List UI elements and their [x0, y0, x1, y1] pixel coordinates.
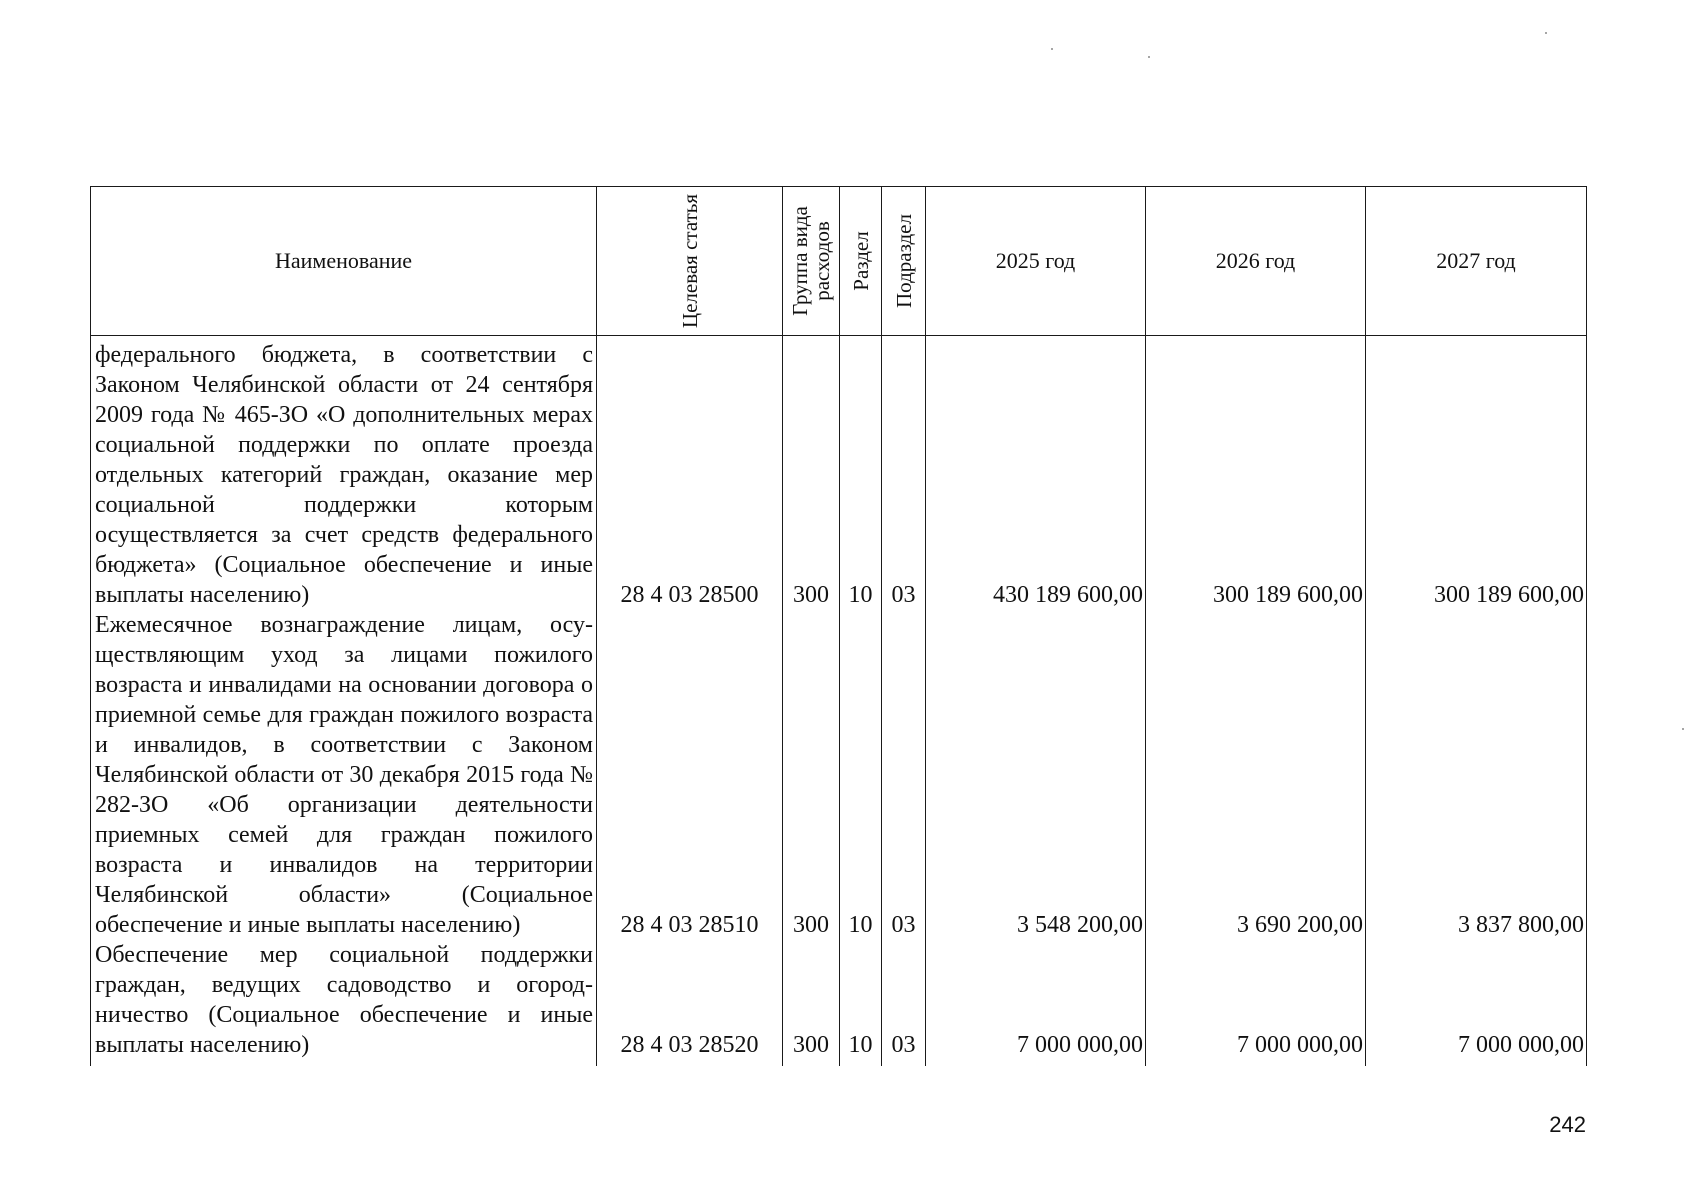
- header-section: [840, 187, 882, 336]
- table-header: [91, 187, 1587, 336]
- header-expense-group: [783, 187, 840, 336]
- row-year-2027: 7 000 000,00: [1366, 940, 1587, 1066]
- scan-speck: [1545, 32, 1547, 34]
- row-name: Обеспечение мер социальной поддержки граждан, ведущих садоводство и огородничество (Социальное обеспечение и иные выплаты населению): [91, 940, 597, 1066]
- row-expense-group: 300: [783, 610, 840, 940]
- scan-speck: [1148, 56, 1150, 58]
- table-row: [91, 610, 1587, 940]
- row-section: 10: [840, 610, 882, 940]
- row-section: 10: [840, 940, 882, 1066]
- row-name: Ежемесячное вознаграждение лицам, осуществляющим уход за лицами пожилого возраста и инвалидами на основании договора о приемной семье для граждан пожилого возраста и инвалидов, в соответствии с Законом Челябинской области от 30 декабря 2015 года № 282-ЗО «Об организации деятельности приемных семей для граждан пожилого возраста и инвалидов на территории Челябинской области» (Социальное обеспечение и иные выплаты населению): [91, 610, 597, 940]
- header-name: Наименование: [91, 187, 597, 336]
- row-target-article: 28 4 03 28500: [597, 336, 783, 611]
- budget-table: [90, 186, 1587, 1066]
- header-subsection: [882, 187, 926, 336]
- row-expense-group: 300: [783, 940, 840, 1066]
- header-year-2025: 2025 год: [926, 187, 1146, 336]
- table-body: [91, 336, 1587, 1067]
- row-year-2026: 3 690 200,00: [1146, 610, 1366, 940]
- row-subsection: 03: [882, 336, 926, 611]
- row-year-2027: 300 189 600,00: [1366, 336, 1587, 611]
- scan-speck: [1051, 48, 1053, 50]
- header-target-article: [597, 187, 783, 336]
- row-year-2026: 7 000 000,00: [1146, 940, 1366, 1066]
- row-expense-group: 300: [783, 336, 840, 611]
- page-number: 242: [1549, 1112, 1586, 1137]
- header-year-2027: 2027 год: [1366, 187, 1587, 336]
- row-subsection: 03: [882, 940, 926, 1066]
- header-subsection-label: Подраздел: [891, 214, 916, 308]
- table-row: [91, 940, 1587, 1066]
- header-expense-group-label: Группа вида расходов: [788, 206, 834, 316]
- row-section: 10: [840, 336, 882, 611]
- row-year-2025: 430 189 600,00: [926, 336, 1146, 611]
- scan-speck: [1682, 728, 1684, 730]
- row-year-2025: 3 548 200,00: [926, 610, 1146, 940]
- header-section-label: Раздел: [848, 231, 873, 291]
- row-year-2025: 7 000 000,00: [926, 940, 1146, 1066]
- table-row: [91, 336, 1587, 611]
- row-target-article: 28 4 03 28520: [597, 940, 783, 1066]
- header-target-article-label: Целевая статья: [677, 193, 702, 329]
- row-year-2026: 300 189 600,00: [1146, 336, 1366, 611]
- row-target-article: 28 4 03 28510: [597, 610, 783, 940]
- row-name: федерального бюджета, в соответствии с Законом Челябинской области от 24 сентября 2009 года № 465-ЗО «О дополнительных мерах социальной поддержки по оплате проезда отдельных категорий граждан, оказание мер социальной поддержки которым осуществляется за счет средств федерального бюджета» (Социальное обеспечение и иные выплаты населению): [91, 336, 597, 611]
- row-year-2027: 3 837 800,00: [1366, 610, 1587, 940]
- row-subsection: 03: [882, 610, 926, 940]
- header-year-2026: 2026 год: [1146, 187, 1366, 336]
